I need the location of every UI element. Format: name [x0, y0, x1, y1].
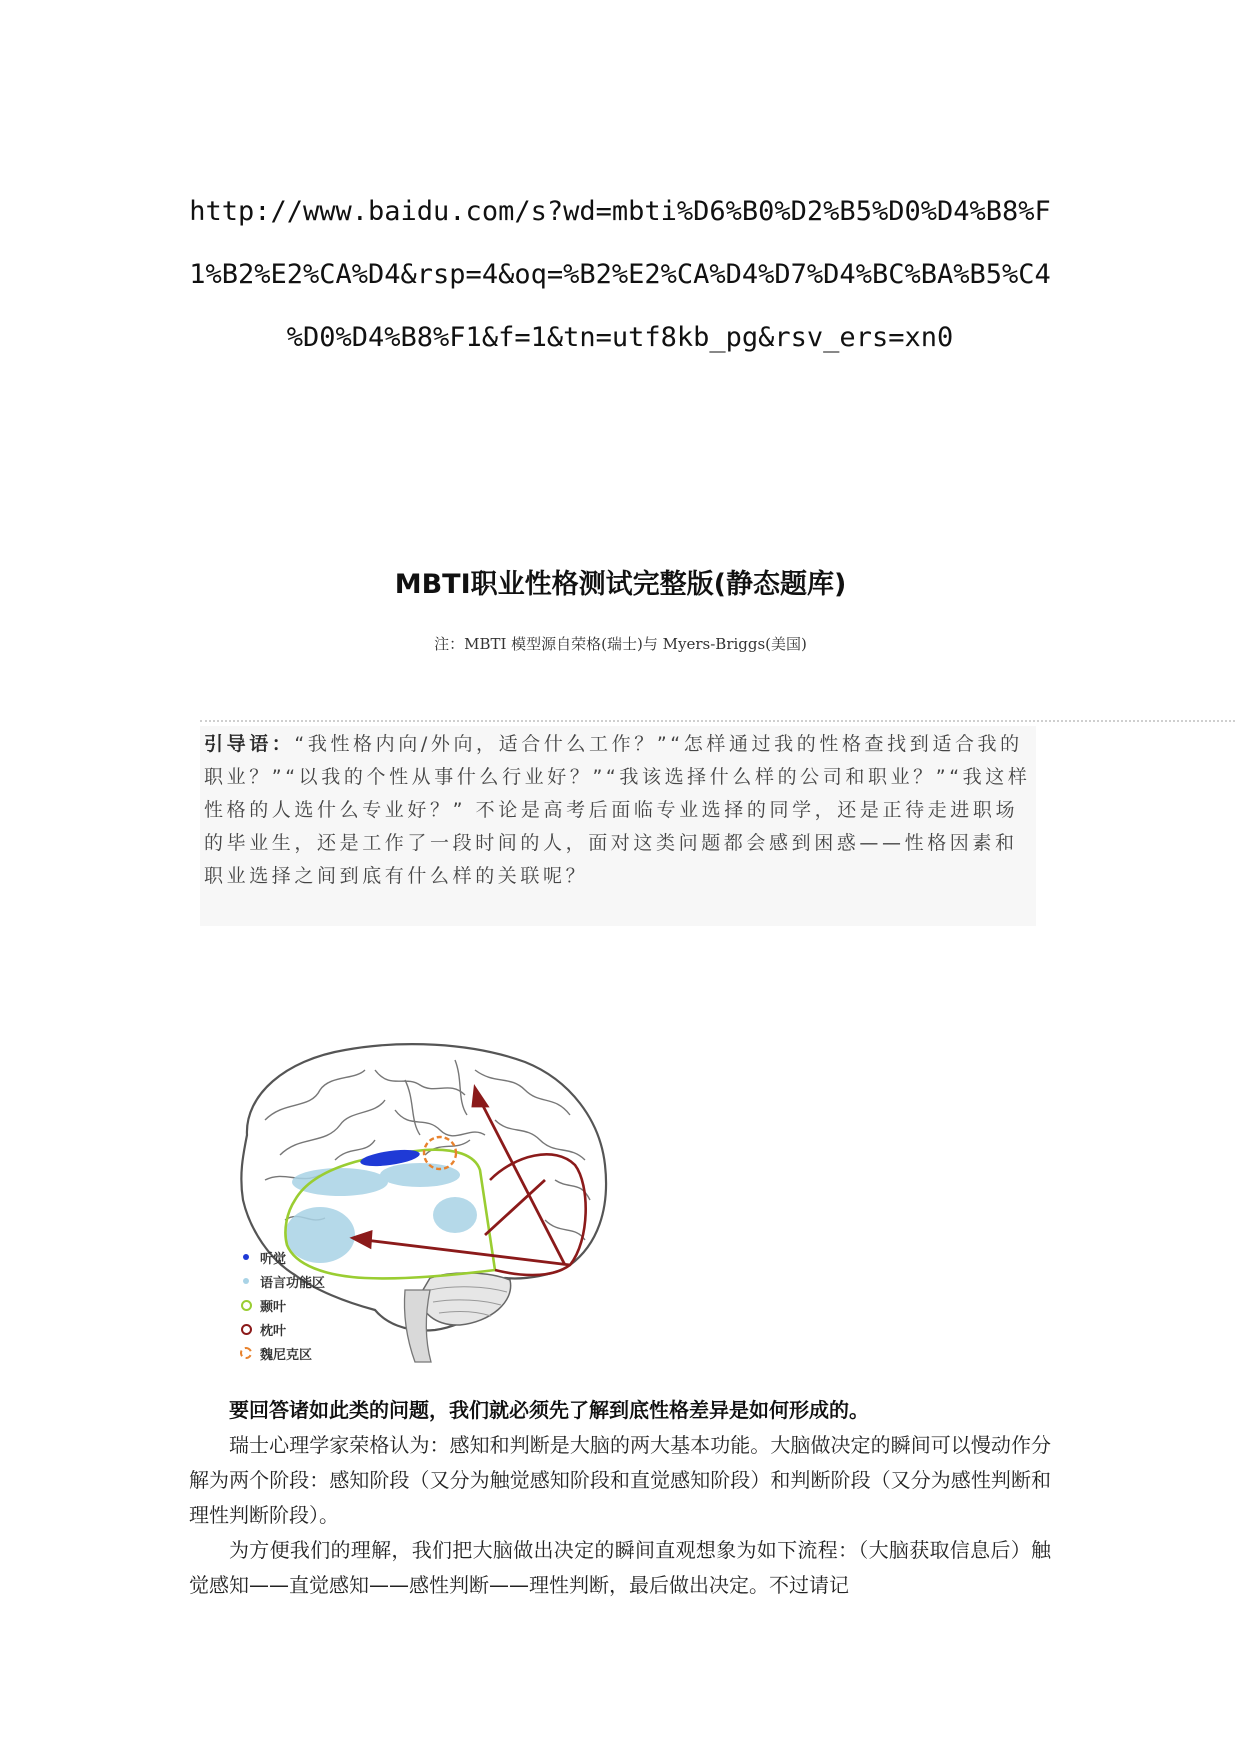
- url-text: [150, 180, 1090, 369]
- legend-label: 枕叶: [260, 1323, 287, 1339]
- legend-dot-icon: [243, 1278, 249, 1284]
- body-paragraph-1: 瑞士心理学家荣格认为：感知和判断是大脑的两大基本功能。大脑做决定的瞬间可以慢动作分解为两个阶段：感知阶段（又分为触觉感知阶段和直觉感知阶段）和判断阶段（又分为感性判断和理性判断阶段）。: [189, 1433, 1051, 1527]
- cerebellum: [420, 1273, 511, 1325]
- legend-dot-icon: [243, 1254, 249, 1260]
- figure-legend: [238, 1245, 325, 1365]
- legend-ring-icon: [241, 1300, 252, 1311]
- legend-dashed-ring-icon: [240, 1347, 252, 1359]
- legend-label: 语言功能区: [260, 1275, 326, 1291]
- legend-item: [238, 1341, 325, 1365]
- url-line-3: %D0%D4%B8%F1&f=1&tn=utf8kb_pg&rsv_ers=xn0: [286, 322, 954, 353]
- body-text: [189, 1393, 1051, 1603]
- legend-item: [238, 1293, 325, 1317]
- intro-text: “我性格内向/外向，适合什么工作？”“怎样通过我的性格查找到适合我的职业？”“以我的个性从事什么行业好？”“我该选择什么样的公司和职业？”“我这样性格的人选什么专业好？” 不论是高考后面临专业选择的同学，还是正待走进职场的毕业生，还是工作了一段时间的人，面对这类问题都会感到困惑——性格因素和职业选择之间到底有什么样的关联呢？: [204, 733, 1031, 887]
- legend-label: 听觉: [260, 1251, 287, 1267]
- legend-label: 魏尼克区: [260, 1347, 313, 1363]
- legend-label: 颞叶: [260, 1299, 287, 1315]
- legend-item: [238, 1269, 325, 1293]
- document-title: MBTI职业性格测试完整版(静态题库): [394, 569, 847, 600]
- url-line-1: http://www.baidu.com/s?wd=mbti%D6%B0%D2%B5%D0%D4%B8%F: [189, 196, 1051, 227]
- dotted-divider: [200, 720, 1235, 722]
- legend-ring-icon: [241, 1324, 252, 1335]
- body-bold-line: 要回答诸如此类的问题，我们就必须先了解到底性格差异是如何形成的。: [229, 1398, 869, 1422]
- body-paragraph-2: 为方便我们的理解，我们把大脑做出决定的瞬间直观想象为如下流程：（大脑获取信息后）触觉感知——直觉感知——感性判断——理性判断，最后做出决定。不过请记: [189, 1538, 1051, 1597]
- intro-box: [200, 726, 1036, 926]
- model-source-note: 注：MBTI 模型源自荣格(瑞士)与 Myers-Briggs(美国): [434, 635, 807, 653]
- url-line-2: 1%B2%E2%CA%D4&rsp=4&oq=%B2%E2%CA%D4%D7%D4%BC%BA%B5%C4: [189, 259, 1051, 290]
- legend-item: [238, 1317, 325, 1341]
- legend-item: [238, 1245, 325, 1269]
- intro-lead: 引导语：: [204, 733, 295, 755]
